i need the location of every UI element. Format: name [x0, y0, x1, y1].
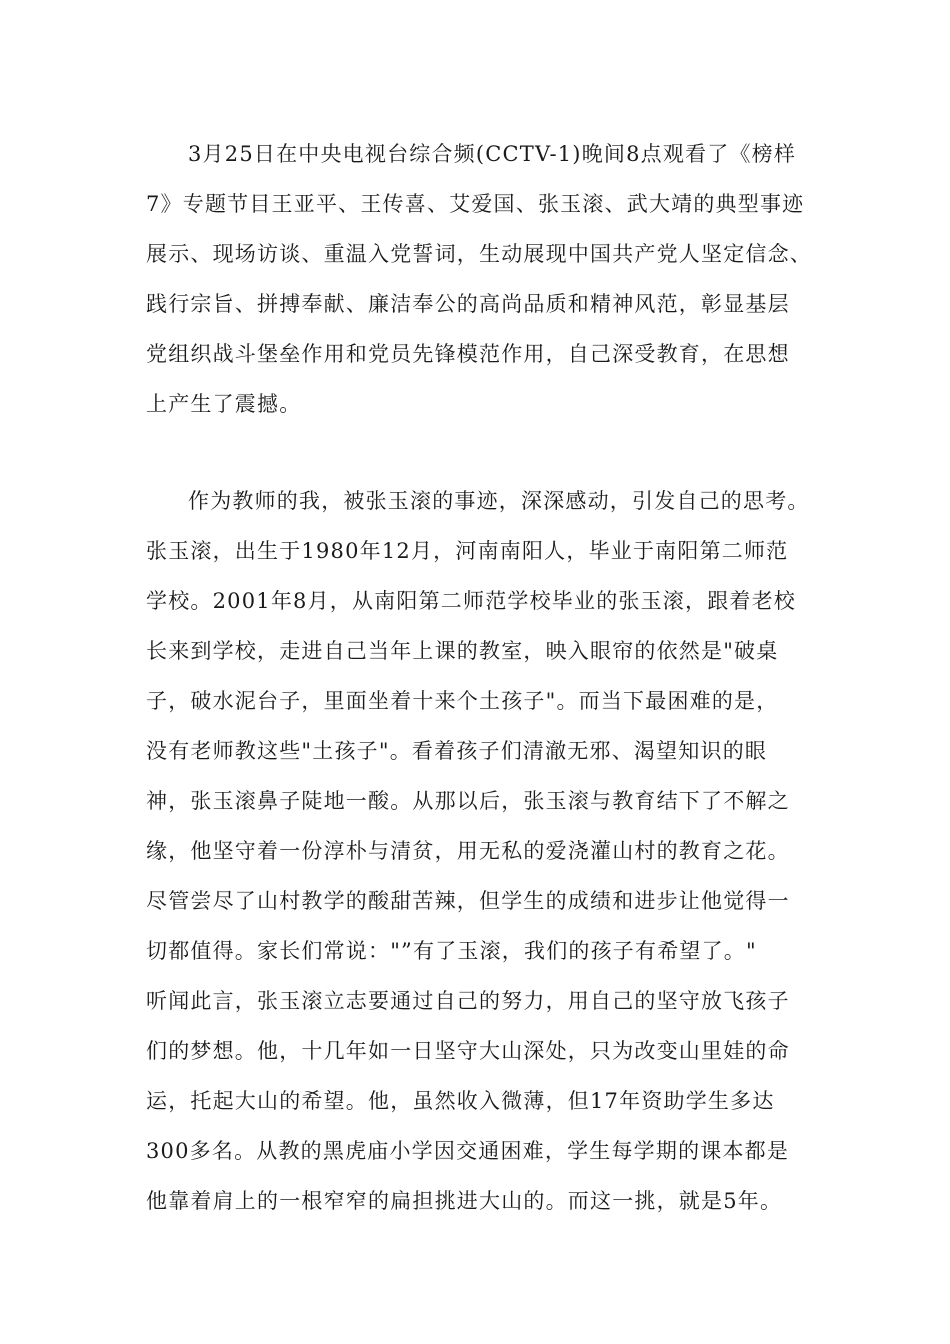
paragraph-line: 学校。2001年8月，从南阳第二师范学校毕业的张玉滚，跟着老校: [146, 589, 797, 613]
paragraph-line: 运，托起大山的希望。他，虽然收入微薄，但17年资助学生多达: [146, 1089, 775, 1113]
paragraph-line: 他靠着肩上的一根窄窄的扁担挑进大山的。而这一挑，就是5年。: [146, 1189, 783, 1213]
paragraph-line: 践行宗旨、拼搏奉献、廉洁奉公的高尚品质和精神风范，彰显基层: [146, 292, 790, 316]
paragraph-line: 没有老师教这些"土孩子"。看着孩子们清澈无邪、渴望知识的眼: [146, 739, 768, 763]
paragraph-line: 展示、现场访谈、重温入党誓词，生动展现中国共产党人坚定信念、: [146, 242, 812, 266]
paragraph-line: 党组织战斗堡垒作用和党员先锋模范作用，自己深受教育，在思想: [146, 342, 790, 366]
paragraph-line: 300多名。从教的黑虎庙小学因交通困难，学生每学期的课本都是: [146, 1139, 790, 1163]
paragraph-line: 神，张玉滚鼻子陡地一酸。从那以后，张玉滚与教育结下了不解之: [146, 789, 790, 813]
paragraph-line: 听闻此言，张玉滚立志要通过自己的努力，用自己的坚守放飞孩子: [146, 989, 790, 1013]
paragraph-line: 尽管尝尽了山村教学的酸甜苦辣，但学生的成绩和进步让他觉得一: [146, 889, 790, 913]
paragraph-line: 作为教师的我，被张玉滚的事迹，深深感动，引发自己的思考。: [188, 489, 810, 513]
paragraph-line: 3月25日在中央电视台综合频(CCTV-1)晚间8点观看了《榜样: [188, 142, 797, 166]
paragraph-line: 上产生了震撼。: [146, 392, 302, 416]
paragraph-line: 长来到学校，走进自己当年上课的教室，映入眼帘的依然是"破桌: [146, 639, 779, 663]
paragraph-line: 切都值得。家长们常说："”有了玉滚，我们的孩子有希望了。": [146, 939, 757, 963]
paragraph-line: 子，破水泥台子，里面坐着十来个土孩子"。而当下最困难的是，: [146, 689, 779, 713]
paragraph-line: 张玉滚，出生于1980年12月，河南南阳人，毕业于南阳第二师范: [146, 539, 789, 563]
paragraph-line: 们的梦想。他，十几年如一日坚守大山深处，只为改变山里娃的命: [146, 1039, 790, 1063]
paragraph-line: 缘，他坚守着一份淳朴与清贫，用无私的爱浇灌山村的教育之花。: [146, 839, 790, 863]
paragraph-line: 7》专题节目王亚平、王传喜、艾爱国、张玉滚、武大靖的典型事迹: [146, 192, 805, 216]
